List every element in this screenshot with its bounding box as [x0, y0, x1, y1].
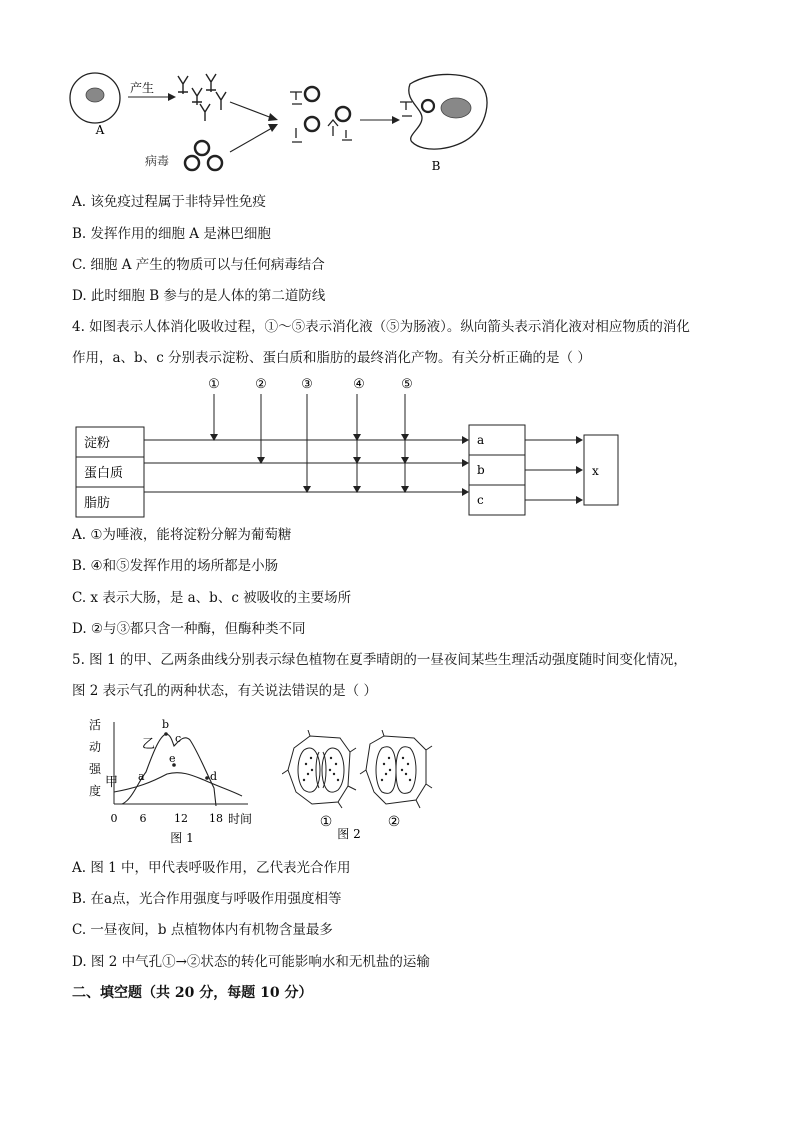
cell-a-label: A — [95, 123, 105, 137]
q4-option-b: B. ④和⑤发挥作用的场所都是小肠 — [72, 558, 279, 574]
label-yi: 乙 — [142, 737, 156, 752]
q5-stem-line2: 图 2 表示气孔的两种状态，有关说法错误的是（ ） — [72, 683, 377, 699]
stoma-label-1: ① — [319, 814, 333, 830]
stoma-label-2: ② — [387, 814, 401, 830]
label-product-b: b — [477, 463, 485, 477]
immune-figure — [60, 62, 490, 177]
q5-option-b: B. 在a点，光合作用强度与呼吸作用强度相等 — [72, 891, 342, 907]
produce-label: 产生 — [130, 81, 155, 95]
fig2-caption: 图 2 — [337, 827, 361, 841]
label-point-b: b — [162, 718, 170, 731]
virus-group — [185, 141, 222, 170]
q3-option-b: B. 发挥作用的细胞 A 是淋巴细胞 — [72, 226, 271, 242]
fig1-caption: 图 1 — [170, 831, 194, 845]
q4-option-d: D. ②与③都只含一种酶，但酶种类不同 — [72, 621, 306, 637]
curve-yi — [122, 734, 216, 806]
engulfed-virus — [422, 100, 434, 112]
ylabel-char-3: 强 — [88, 762, 102, 776]
label-product-c: c — [477, 493, 484, 507]
arrow-antibody — [230, 102, 272, 118]
label-jia: 甲 — [105, 775, 119, 790]
q4-option-c: C. x 表示大肠，是 a、b、c 被吸收的主要场所 — [72, 590, 352, 606]
stoma-open — [282, 730, 356, 808]
ylabel-char-4: 度 — [88, 784, 102, 798]
activity-graph — [82, 712, 262, 850]
q5-stem-line1: 5. 图 1 的甲、乙两条曲线分别表示绿色植物在夏季晴朗的一昼夜间某些生理活动强度随时间变化情况， — [72, 652, 687, 668]
q5-option-a: A. 图 1 中，甲代表呼吸作用，乙代表光合作用 — [72, 860, 351, 876]
virus-label: 病毒 — [145, 154, 170, 168]
juice-1: ① — [208, 377, 220, 392]
label-point-c: c — [175, 732, 182, 745]
label-point-d: d — [210, 770, 218, 783]
juice-2: ② — [255, 377, 267, 392]
label-protein: 蛋白质 — [84, 466, 124, 481]
antibody-group — [178, 74, 226, 121]
q4-option-a: A. ①为唾液，能将淀粉分解为葡萄糖 — [72, 527, 292, 543]
q4-stem-line2: 作用，a、b、c 分别表示淀粉、蛋白质和脂肪的最终消化产物。有关分析正确的是（ ） — [72, 350, 591, 366]
label-starch: 淀粉 — [84, 436, 111, 451]
label-product-a: a — [477, 433, 485, 447]
q3-option-d: D. 此时细胞 B 参与的是人体的第二道防线 — [72, 288, 326, 304]
arrow-virus — [230, 128, 272, 152]
q4-stem-line1: 4. 如图表示人体消化吸收过程，①～⑤表示消化液（⑤为肠液）。纵向箭头表示消化液对相应物质的消化 — [72, 319, 690, 335]
cell-b-label: B — [431, 159, 441, 173]
ylabel-char-1: 活 — [88, 718, 102, 732]
cell-b-nucleus — [441, 98, 471, 118]
label-fat: 脂肪 — [84, 496, 111, 511]
xtick-6: 6 — [139, 812, 147, 825]
ylabel-char-2: 动 — [88, 740, 102, 754]
label-point-e: e — [169, 752, 176, 765]
label-organ-x: x — [592, 464, 599, 478]
xlabel: 时间 — [227, 812, 253, 826]
xtick-0: 0 — [110, 812, 118, 825]
xtick-12: 12 — [174, 812, 188, 825]
label-point-a: a — [138, 770, 145, 783]
section-heading: 二、填空题（共 20 分，每题 10 分） — [72, 985, 313, 1001]
q5-option-d: D. 图 2 中气孔①→②状态的转化可能影响水和无机盐的运输 — [72, 954, 430, 970]
digestion-figure — [70, 372, 630, 520]
q5-option-c: C. 一昼夜间，b 点植物体内有机物含量最多 — [72, 922, 333, 938]
point-d — [205, 776, 209, 780]
juice-3: ③ — [301, 377, 313, 392]
q3-option-a: A. 该免疫过程属于非特异性免疫 — [72, 194, 266, 210]
stomata-figure — [282, 730, 442, 848]
juice-5: ⑤ — [401, 377, 413, 392]
juice-4: ④ — [353, 377, 365, 392]
stoma-closed — [360, 730, 432, 808]
xtick-18: 18 — [209, 812, 223, 825]
cell-a-nucleus — [86, 88, 104, 102]
antibody-virus-complex — [290, 87, 352, 142]
q3-option-c: C. 细胞 A 产生的物质可以与任何病毒结合 — [72, 257, 325, 273]
point-b — [164, 732, 168, 736]
box-organ-x — [584, 435, 618, 505]
